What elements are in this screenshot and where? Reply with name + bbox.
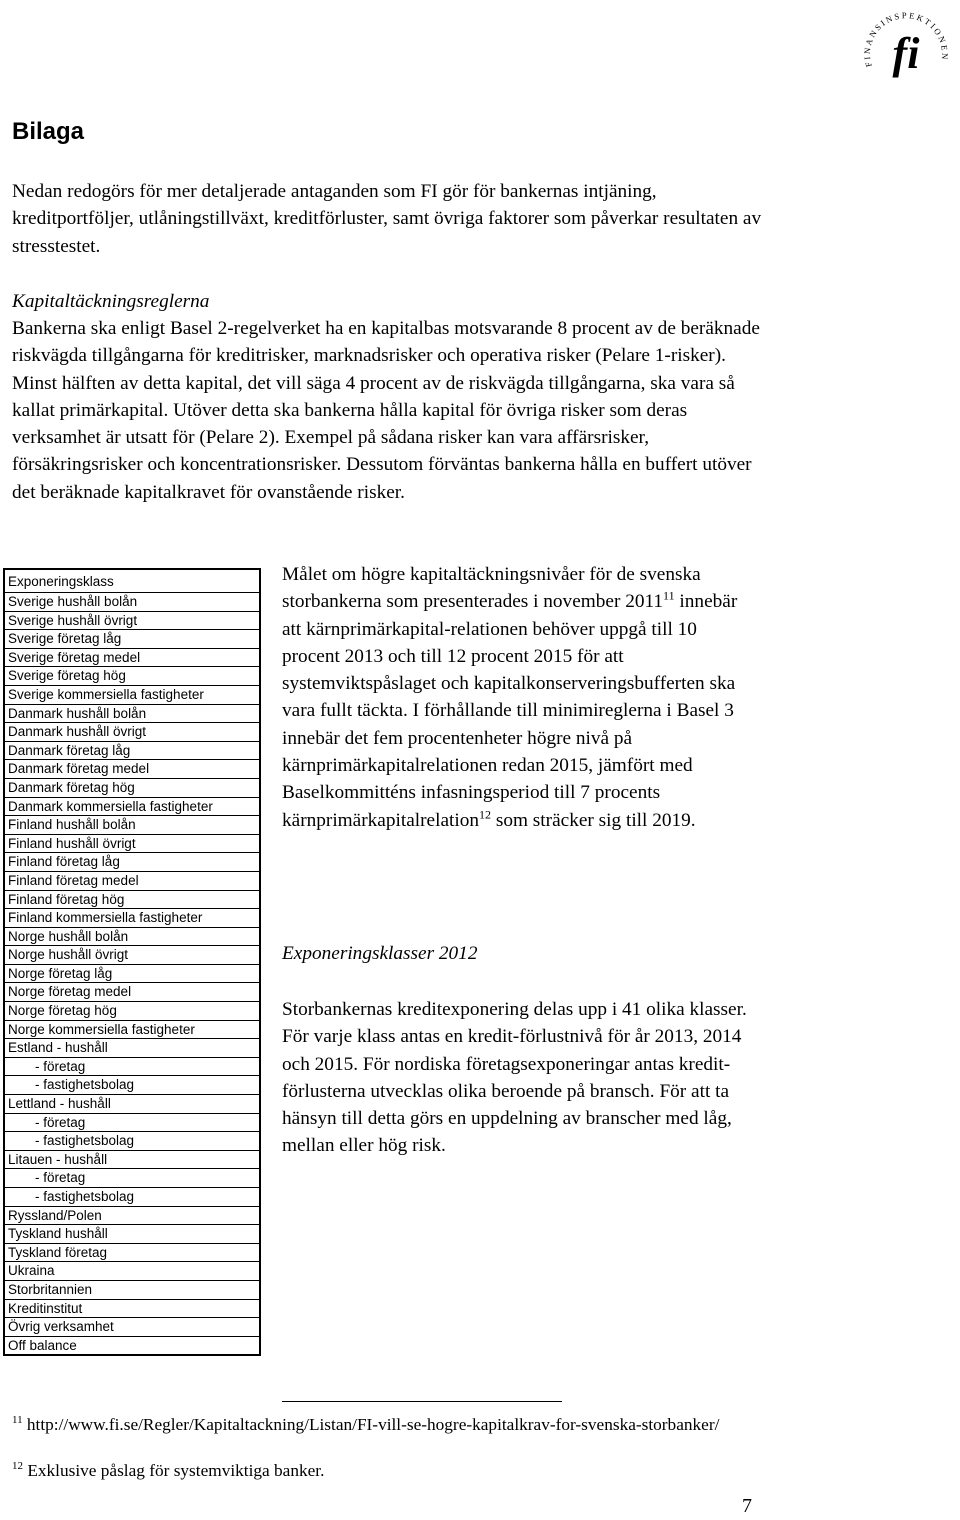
table-row <box>4 853 260 872</box>
table-row <box>4 723 260 742</box>
exposure-class-cell: Norge kommersiella fastigheter <box>4 1020 260 1039</box>
table-row <box>4 890 260 909</box>
exposure-class-cell: Litauen - hushåll <box>4 1150 260 1169</box>
table-row <box>4 1039 260 1058</box>
footnote-11: $^{11}$ http://www.fi.se/Regler/Kapitaltackning/Listan/FI-vill-se-hogre-kapitalkrav-for-svenska-storbanker/ <box>12 1414 720 1434</box>
exposure-class-cell: Storbritannien <box>4 1280 260 1299</box>
exposure-class-cell: Sverige företag låg <box>4 630 260 649</box>
table-row <box>4 1002 260 1021</box>
table-row <box>4 797 260 816</box>
exposure-class-cell: Estland - hushåll <box>4 1039 260 1058</box>
exposure-class-cell: Off balance <box>4 1336 260 1355</box>
table-row <box>4 1280 260 1299</box>
page-title: Bilaga <box>12 118 85 145</box>
exposure-class-cell: Sverige hushåll bolån <box>4 593 260 612</box>
exposure-class-cell: Tyskland företag <box>4 1243 260 1262</box>
exposure-class-cell: Norge hushåll övrigt <box>4 946 260 965</box>
logo-mark: fi <box>892 29 920 78</box>
table-row <box>4 1206 260 1225</box>
table-row <box>4 1020 260 1039</box>
exposure-class-cell: - företag <box>4 1113 260 1132</box>
table-row <box>4 1243 260 1262</box>
table-row <box>4 834 260 853</box>
table-row <box>4 1225 260 1244</box>
exposure-class-cell: - företag <box>4 1169 260 1188</box>
section-heading-exponeringsklasser: Exponeringsklasser 2012 <box>282 943 478 964</box>
table-row <box>4 778 260 797</box>
table-row <box>4 1057 260 1076</box>
exposure-class-cell: Finland företag låg <box>4 853 260 872</box>
table-row <box>4 1299 260 1318</box>
exposure-class-cell: - fastighetsbolag <box>4 1188 260 1207</box>
exposure-class-cell: Sverige kommersiella fastigheter <box>4 685 260 704</box>
exposure-class-cell: Danmark företag medel <box>4 760 260 779</box>
section-body-kapitaltackning: Bankerna ska enligt Basel 2-regelverket ha en kapitalbas motsvarande 8 procent av de beräknade riskvägda tillgångarna för kreditrisker, marknadsrisker och operativa risker (Pelare 1-risker). Minst hälften av detta kapital, det vill säga 4 procent av de riskvägda tillgångarna, ska vara så kallat primärkapital. Utöver detta ska bankerna hålla kapital för övriga risker som deras verksamhet är utsatt för (Pelare 2). Exempel på sådana risker kan vara affärsrisker, försäkringsrisker och koncentrationsrisker. Dessutom förväntas bankerna hålla en buffert utöver det beräknade kapitalkravet för ovanstående risker. <box>12 318 760 503</box>
table-row <box>4 946 260 965</box>
exposure-class-cell: Finland företag medel <box>4 871 260 890</box>
table-row <box>4 741 260 760</box>
table-row <box>4 1262 260 1281</box>
page-number: 7 <box>742 1495 752 1517</box>
table-row <box>4 1188 260 1207</box>
exposure-class-cell: Finland hushåll övrigt <box>4 834 260 853</box>
table-header: Exponeringsklass <box>4 569 260 593</box>
footnote-separator <box>282 1401 562 1402</box>
table-row <box>4 909 260 928</box>
exposure-class-cell: - fastighetsbolag <box>4 1076 260 1095</box>
exposure-class-cell: Norge företag medel <box>4 983 260 1002</box>
finansinspektionen-logo <box>860 2 952 94</box>
table-row <box>4 760 260 779</box>
table-row <box>4 871 260 890</box>
table-row <box>4 630 260 649</box>
exposure-class-cell: Norge hushåll bolån <box>4 927 260 946</box>
exposure-class-cell: Kreditinstitut <box>4 1299 260 1318</box>
exposure-class-table <box>3 568 261 1356</box>
footnote-ref-11: 11 <box>663 588 675 603</box>
table-row <box>4 648 260 667</box>
capital-target-paragraph: Målet om högre kapitaltäckningsnivåer för de svenska storbankerna som presenterades i november 2011$^{11}$ innebär att kärnprimärkapital-relationen behöver uppgå till 10 procent 2013 och till 12 procent 2015 för att systemviktspåslaget och kapitalkonserveringsbufferten ska vara fullt täckta. I förhållande till minimireglerna i Basel 3 innebär det fem procentenheter högre nivå på kärnprimärkapitalrelationen redan 2015, jämfört med Baselkommitténs infasningsperiod till 7 procents kärnprimärkapitalrelation$^{12}$ som sträcker sig till 2019. <box>282 564 738 831</box>
exposure-class-cell: Sverige hushåll övrigt <box>4 611 260 630</box>
exposure-class-cell: Ukraina <box>4 1262 260 1281</box>
exposure-class-cell: Danmark företag låg <box>4 741 260 760</box>
exposure-class-cell: - fastighetsbolag <box>4 1132 260 1151</box>
footnote-ref-12: 12 <box>479 807 492 822</box>
exposure-class-cell: Danmark hushåll övrigt <box>4 723 260 742</box>
table-row <box>4 1169 260 1188</box>
exposure-class-cell: Danmark kommersiella fastigheter <box>4 797 260 816</box>
table-row <box>4 816 260 835</box>
exposure-class-cell: Lettland - hushåll <box>4 1095 260 1114</box>
table-row <box>4 704 260 723</box>
table-row <box>4 1132 260 1151</box>
exposure-class-cell: Finland företag hög <box>4 890 260 909</box>
exposure-class-cell: Norge företag låg <box>4 964 260 983</box>
table-row <box>4 611 260 630</box>
footnote-11-link[interactable]: http://www.fi.se/Regler/Kapitaltackning/Listan/FI-vill-se-hogre-kapitalkrav-for-svenska-storbanker/ <box>22 1415 720 1434</box>
table-row <box>4 1150 260 1169</box>
table-row <box>4 983 260 1002</box>
table-row <box>4 1318 260 1337</box>
exposure-class-cell: - företag <box>4 1057 260 1076</box>
table-row <box>4 685 260 704</box>
exposure-class-cell: Sverige företag medel <box>4 648 260 667</box>
intro-paragraph: Nedan redogörs för mer detaljerade antaganden som FI gör för bankernas intjäning, kreditportföljer, utlåningstillväxt, kreditförluster, samt övriga faktorer som påverkar resultaten av stresstestet. <box>12 181 762 257</box>
table-row <box>4 1113 260 1132</box>
exposure-class-cell: Ryssland/Polen <box>4 1206 260 1225</box>
exposure-class-cell: Tyskland hushåll <box>4 1225 260 1244</box>
logo-ring-text: FINANSINSPEKTIONEN <box>861 10 951 69</box>
table-row <box>4 927 260 946</box>
exposure-class-cell: Finland hushåll bolån <box>4 816 260 835</box>
section-heading-kapitaltackning: Kapitaltäckningsreglerna <box>12 291 210 312</box>
table-row <box>4 1095 260 1114</box>
table-row <box>4 667 260 686</box>
exposure-class-cell: Norge företag hög <box>4 1002 260 1021</box>
table-row <box>4 964 260 983</box>
exposure-class-cell: Danmark hushåll bolån <box>4 704 260 723</box>
table-row <box>4 1336 260 1355</box>
exposure-class-cell: Övrig verksamhet <box>4 1318 260 1337</box>
exposure-class-cell: Sverige företag hög <box>4 667 260 686</box>
table-row <box>4 593 260 612</box>
footnote-12: $^{12}$ Exklusive påslag för systemviktiga banker. <box>12 1460 325 1480</box>
exposure-class-cell: Finland kommersiella fastigheter <box>4 909 260 928</box>
exposure-classes-paragraph: Storbankernas kreditexponering delas upp i 41 olika klasser. För varje klass antas en kredit-förlustnivå för år 2013, 2014 och 2015. För nordiska företagsexponeringar antas kredit-förlusterna utvecklas olika beroende på bransch. För att ta hänsyn till detta görs en uppdelning av branscher med låg, mellan eller hög risk. <box>282 999 747 1157</box>
exposure-class-cell: Danmark företag hög <box>4 778 260 797</box>
table-row <box>4 1076 260 1095</box>
